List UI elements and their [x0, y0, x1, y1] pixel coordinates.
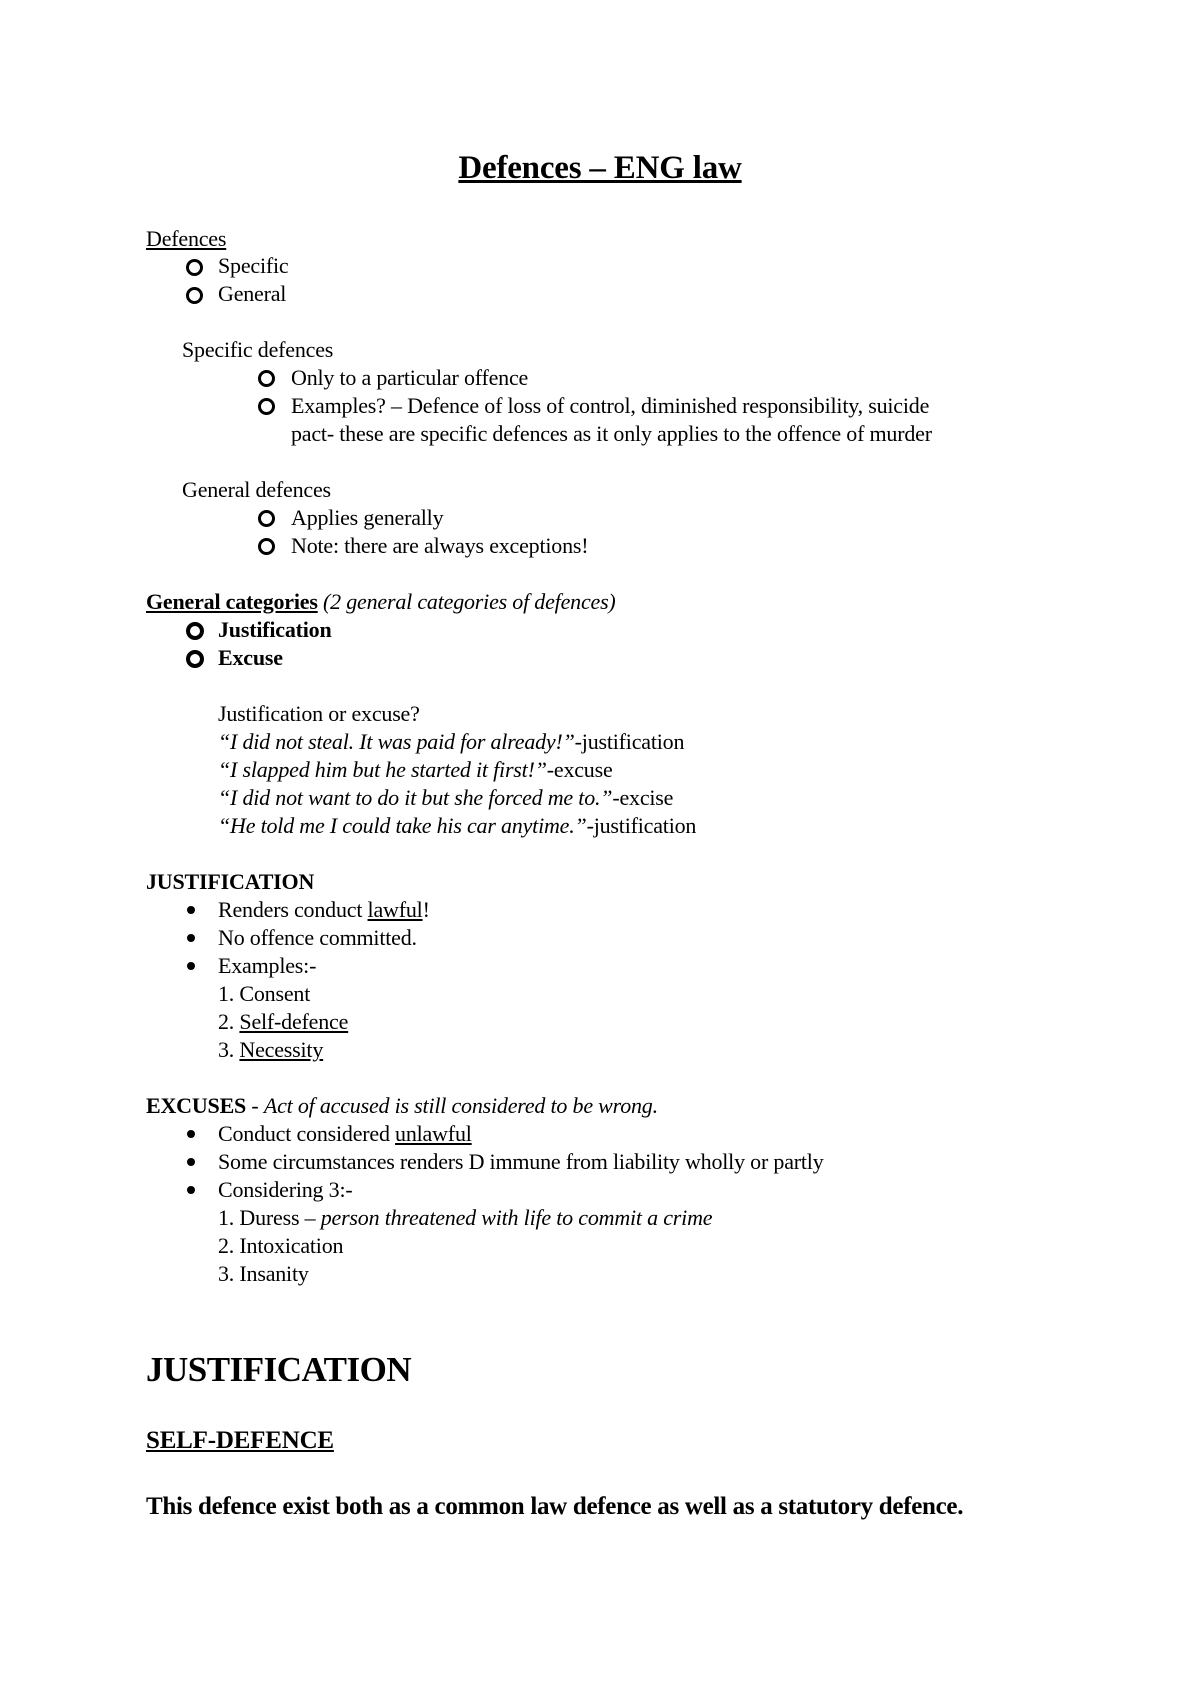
quiz-answer: -excise [612, 785, 674, 810]
specific-item-1: Only to a particular offence [291, 365, 529, 390]
general-item-2: Note: there are always exceptions! [291, 533, 589, 558]
justification-example-2 [218, 1008, 348, 1036]
general-categories-note: (2 general categories of defences) [317, 589, 616, 614]
bullet-dot-icon [187, 1130, 195, 1138]
excuses-example-3: 3. Insanity [218, 1261, 309, 1286]
duress-label: 1. Duress – [218, 1205, 321, 1230]
justification-bullet-1-text: Renders conduct [218, 897, 368, 922]
quiz-quote: “He told me I could take his car anytime.” [218, 813, 587, 838]
bullet-dot-icon [187, 962, 195, 970]
excuses-example-1 [218, 1204, 712, 1232]
quiz-question: Justification or excuse? [218, 701, 420, 726]
quiz-quote: “I slapped him but he started it first!” [218, 757, 547, 782]
self-defence-text: Self-defence [239, 1009, 349, 1034]
circle-bullet-icon [186, 287, 203, 304]
general-defences-heading: General defences [182, 477, 331, 502]
excuses-bullet-2: Some circumstances renders D immune from liability wholly or partly [218, 1149, 824, 1174]
lawful-word: lawful [367, 897, 423, 922]
excuses-line [146, 1092, 658, 1120]
quiz-quote: “I did not steal. It was paid for already!” [218, 729, 575, 754]
general-categories-line [146, 588, 616, 616]
section-heading: JUSTIFICATION [146, 1350, 412, 1389]
excuses-bullet-1 [218, 1120, 472, 1148]
section-subheading: SELF-DEFENCE [146, 1427, 334, 1454]
justification-example-1: 1. Consent [218, 981, 311, 1006]
quiz-row [218, 756, 613, 784]
bullet-dot-icon [187, 1158, 195, 1166]
excuses-bullet-3: Considering 3:- [218, 1177, 353, 1202]
defences-item-specific: Specific [218, 253, 289, 278]
quiz-row [218, 784, 673, 812]
justification-bullet-1-end: ! [422, 897, 430, 922]
example-number: 2. [218, 1009, 240, 1034]
bullet-dot-icon [187, 906, 195, 914]
unlawful-word: unlawful [395, 1121, 472, 1146]
category-excuse: Excuse [218, 645, 283, 670]
bullet-dot-icon [187, 1186, 195, 1194]
duress-description: person threatened with life to commit a crime [320, 1205, 713, 1230]
justification-bullet-1 [218, 896, 430, 924]
justification-heading: JUSTIFICATION [146, 869, 315, 894]
specific-defences-heading: Specific defences [182, 337, 334, 362]
circle-bullet-icon [258, 398, 275, 415]
necessity-text: Necessity [239, 1037, 324, 1062]
general-item-1: Applies generally [291, 505, 444, 530]
document-title: Defences – ENG law [458, 150, 742, 186]
quiz-answer: -excuse [546, 757, 613, 782]
example-number: 3. [218, 1037, 240, 1062]
excuses-example-2: 2. Intoxication [218, 1233, 344, 1258]
general-categories-heading: General categories [146, 589, 318, 614]
quiz-answer: -justification [574, 729, 685, 754]
quiz-row [218, 728, 684, 756]
excuses-description: Act of accused is still considered to be wrong. [263, 1093, 658, 1118]
circle-bullet-icon [258, 538, 275, 555]
quiz-row [218, 812, 696, 840]
justification-bullet-3: Examples:- [218, 953, 317, 978]
quiz-quote: “I did not want to do it but she forced me to.” [218, 785, 613, 810]
circle-bullet-icon [186, 259, 203, 276]
specific-item-2-line-2: pact- these are specific defences as it only applies to the offence of murder [291, 421, 932, 446]
excuses-bullet-1-text: Conduct considered [218, 1121, 396, 1146]
section-paragraph: This defence exist both as a common law defence as well as a statutory defence. [146, 1493, 964, 1520]
specific-item-2-line-1: Examples? – Defence of loss of control, diminished responsibility, suicide [291, 393, 930, 418]
circle-bullet-icon [186, 650, 204, 668]
quiz-answer: -justification [586, 813, 697, 838]
circle-bullet-icon [186, 622, 204, 640]
justification-bullet-2: No offence committed. [218, 925, 417, 950]
circle-bullet-icon [258, 370, 275, 387]
excuses-separator: - [246, 1093, 264, 1118]
excuses-heading: EXCUSES [146, 1093, 247, 1118]
justification-example-3 [218, 1036, 323, 1064]
defences-heading: Defences [146, 226, 227, 251]
defences-item-general: General [218, 281, 287, 306]
circle-bullet-icon [258, 510, 275, 527]
bullet-dot-icon [187, 934, 195, 942]
category-justification: Justification [218, 617, 332, 642]
